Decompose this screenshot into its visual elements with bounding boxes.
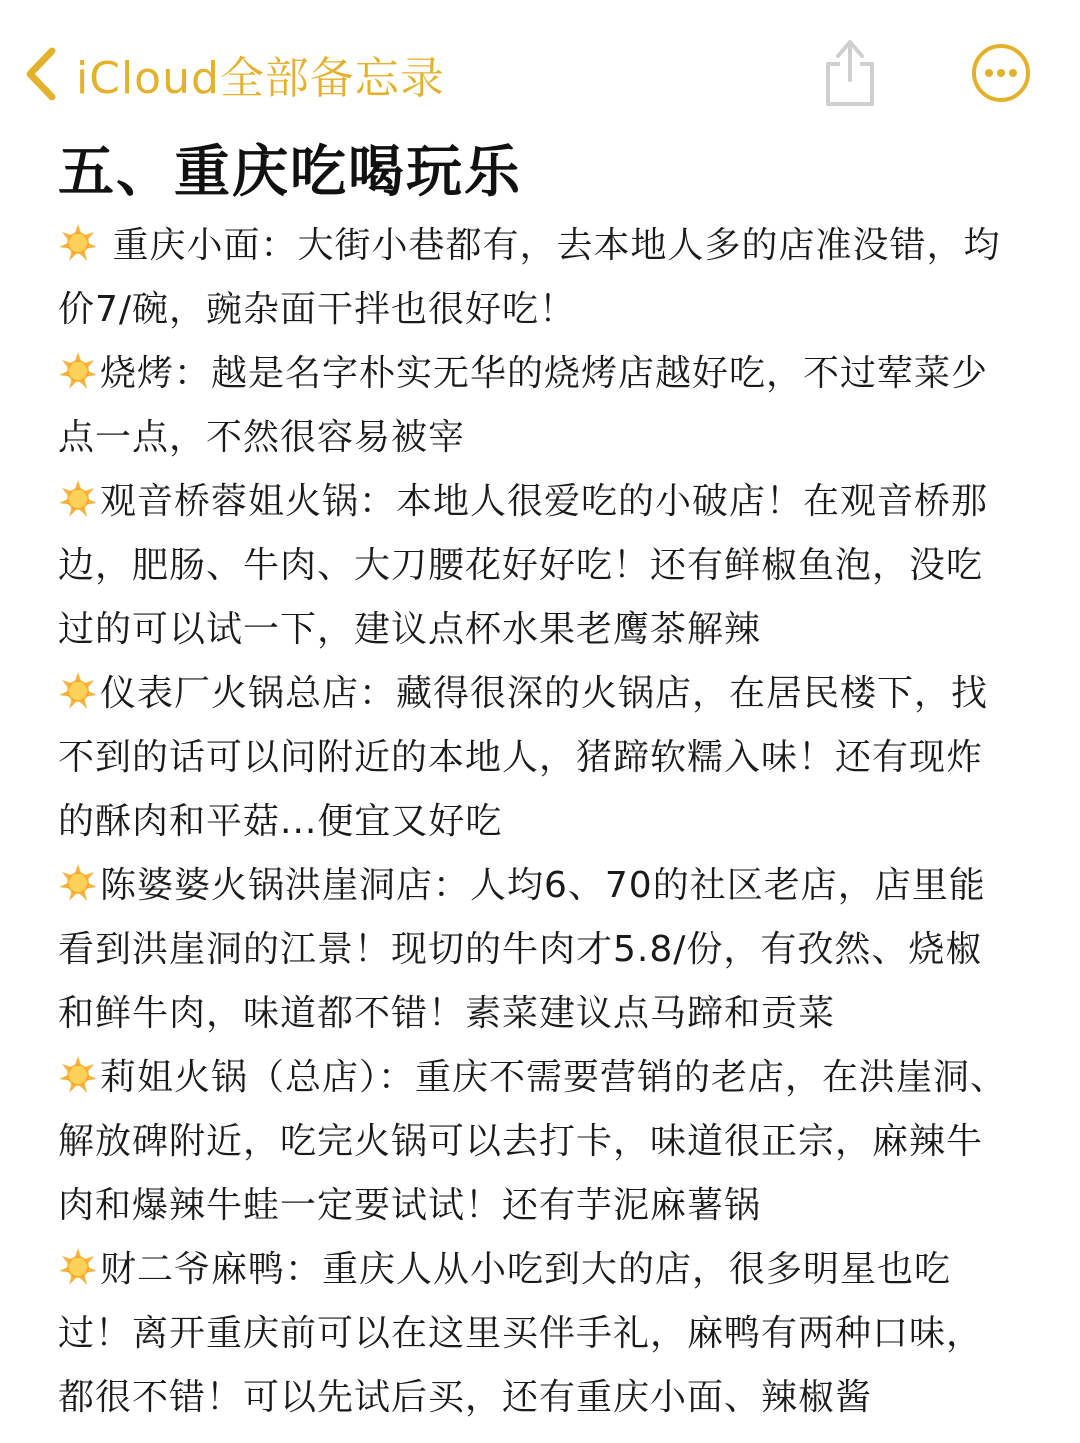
note-item-text: 观音桥蓉姐火锅：本地人很爱吃的小破店！在观音桥那边，肥肠、牛肉、大刀腰花好好吃！还有鲜椒鱼泡，没吃过的可以试一下，建议点杯水果老鹰茶解辣 <box>58 481 989 650</box>
note-item-text: 财二爷麻鸭：重庆人从小吃到大的店，很多明星也吃过！离开重庆前可以在这里买伴手礼，麻鸭有两种口味，都很不错！可以先试后买，还有重庆小面、辣椒酱 <box>58 1249 984 1418</box>
note-item <box>58 662 1018 854</box>
note-body[interactable] <box>58 214 1018 1430</box>
star-icon <box>58 476 98 516</box>
chevron-left-icon <box>18 38 62 110</box>
note-item-text: 莉姐火锅（总店）：重庆不需要营销的老店，在洪崖洞、解放碑附近，吃完火锅可以去打卡，味道很正宗，麻辣牛肉和爆辣牛蛙一定要试试！还有芋泥麻薯锅 <box>58 1057 1008 1226</box>
note-item <box>58 854 1018 1046</box>
star-icon <box>58 1244 98 1284</box>
star-icon <box>58 220 98 260</box>
share-icon[interactable] <box>820 34 880 108</box>
note-item <box>58 1238 1018 1430</box>
star-icon <box>58 1052 98 1092</box>
nav-bar <box>0 0 1080 140</box>
star-icon <box>58 668 98 708</box>
note-item <box>58 1046 1018 1238</box>
back-label: iCloud全部备忘录 <box>76 53 445 104</box>
note-item-text: 仪表厂火锅总店：藏得很深的火锅店，在居民楼下，找不到的话可以问附近的本地人，猪蹄软糯入味！还有现炸的酥肉和平菇...便宜又好吃 <box>58 673 989 842</box>
star-icon <box>58 348 98 388</box>
back-button[interactable] <box>18 38 445 110</box>
note-item <box>58 342 1018 470</box>
star-icon <box>58 860 98 900</box>
note-item-text: 重庆小面：大街小巷都有，去本地人多的店准没错，均价7/碗，豌杂面干拌也很好吃！ <box>58 225 1001 330</box>
more-icon[interactable] <box>970 42 1032 104</box>
note-item-text: 烧烤：越是名字朴实无华的烧烤店越好吃，不过荤菜少点一点，不然很容易被宰 <box>58 353 989 458</box>
note-item-text: 陈婆婆火锅洪崖洞店：人均6、70的社区老店，店里能看到洪崖洞的江景！现切的牛肉才5.8/份，有孜然、烧椒和鲜牛肉，味道都不错！素菜建议点马蹄和贡菜 <box>58 865 986 1034</box>
note-item <box>58 214 1018 342</box>
note-title: 五、重庆吃喝玩乐 <box>58 140 522 205</box>
note-item <box>58 470 1018 662</box>
